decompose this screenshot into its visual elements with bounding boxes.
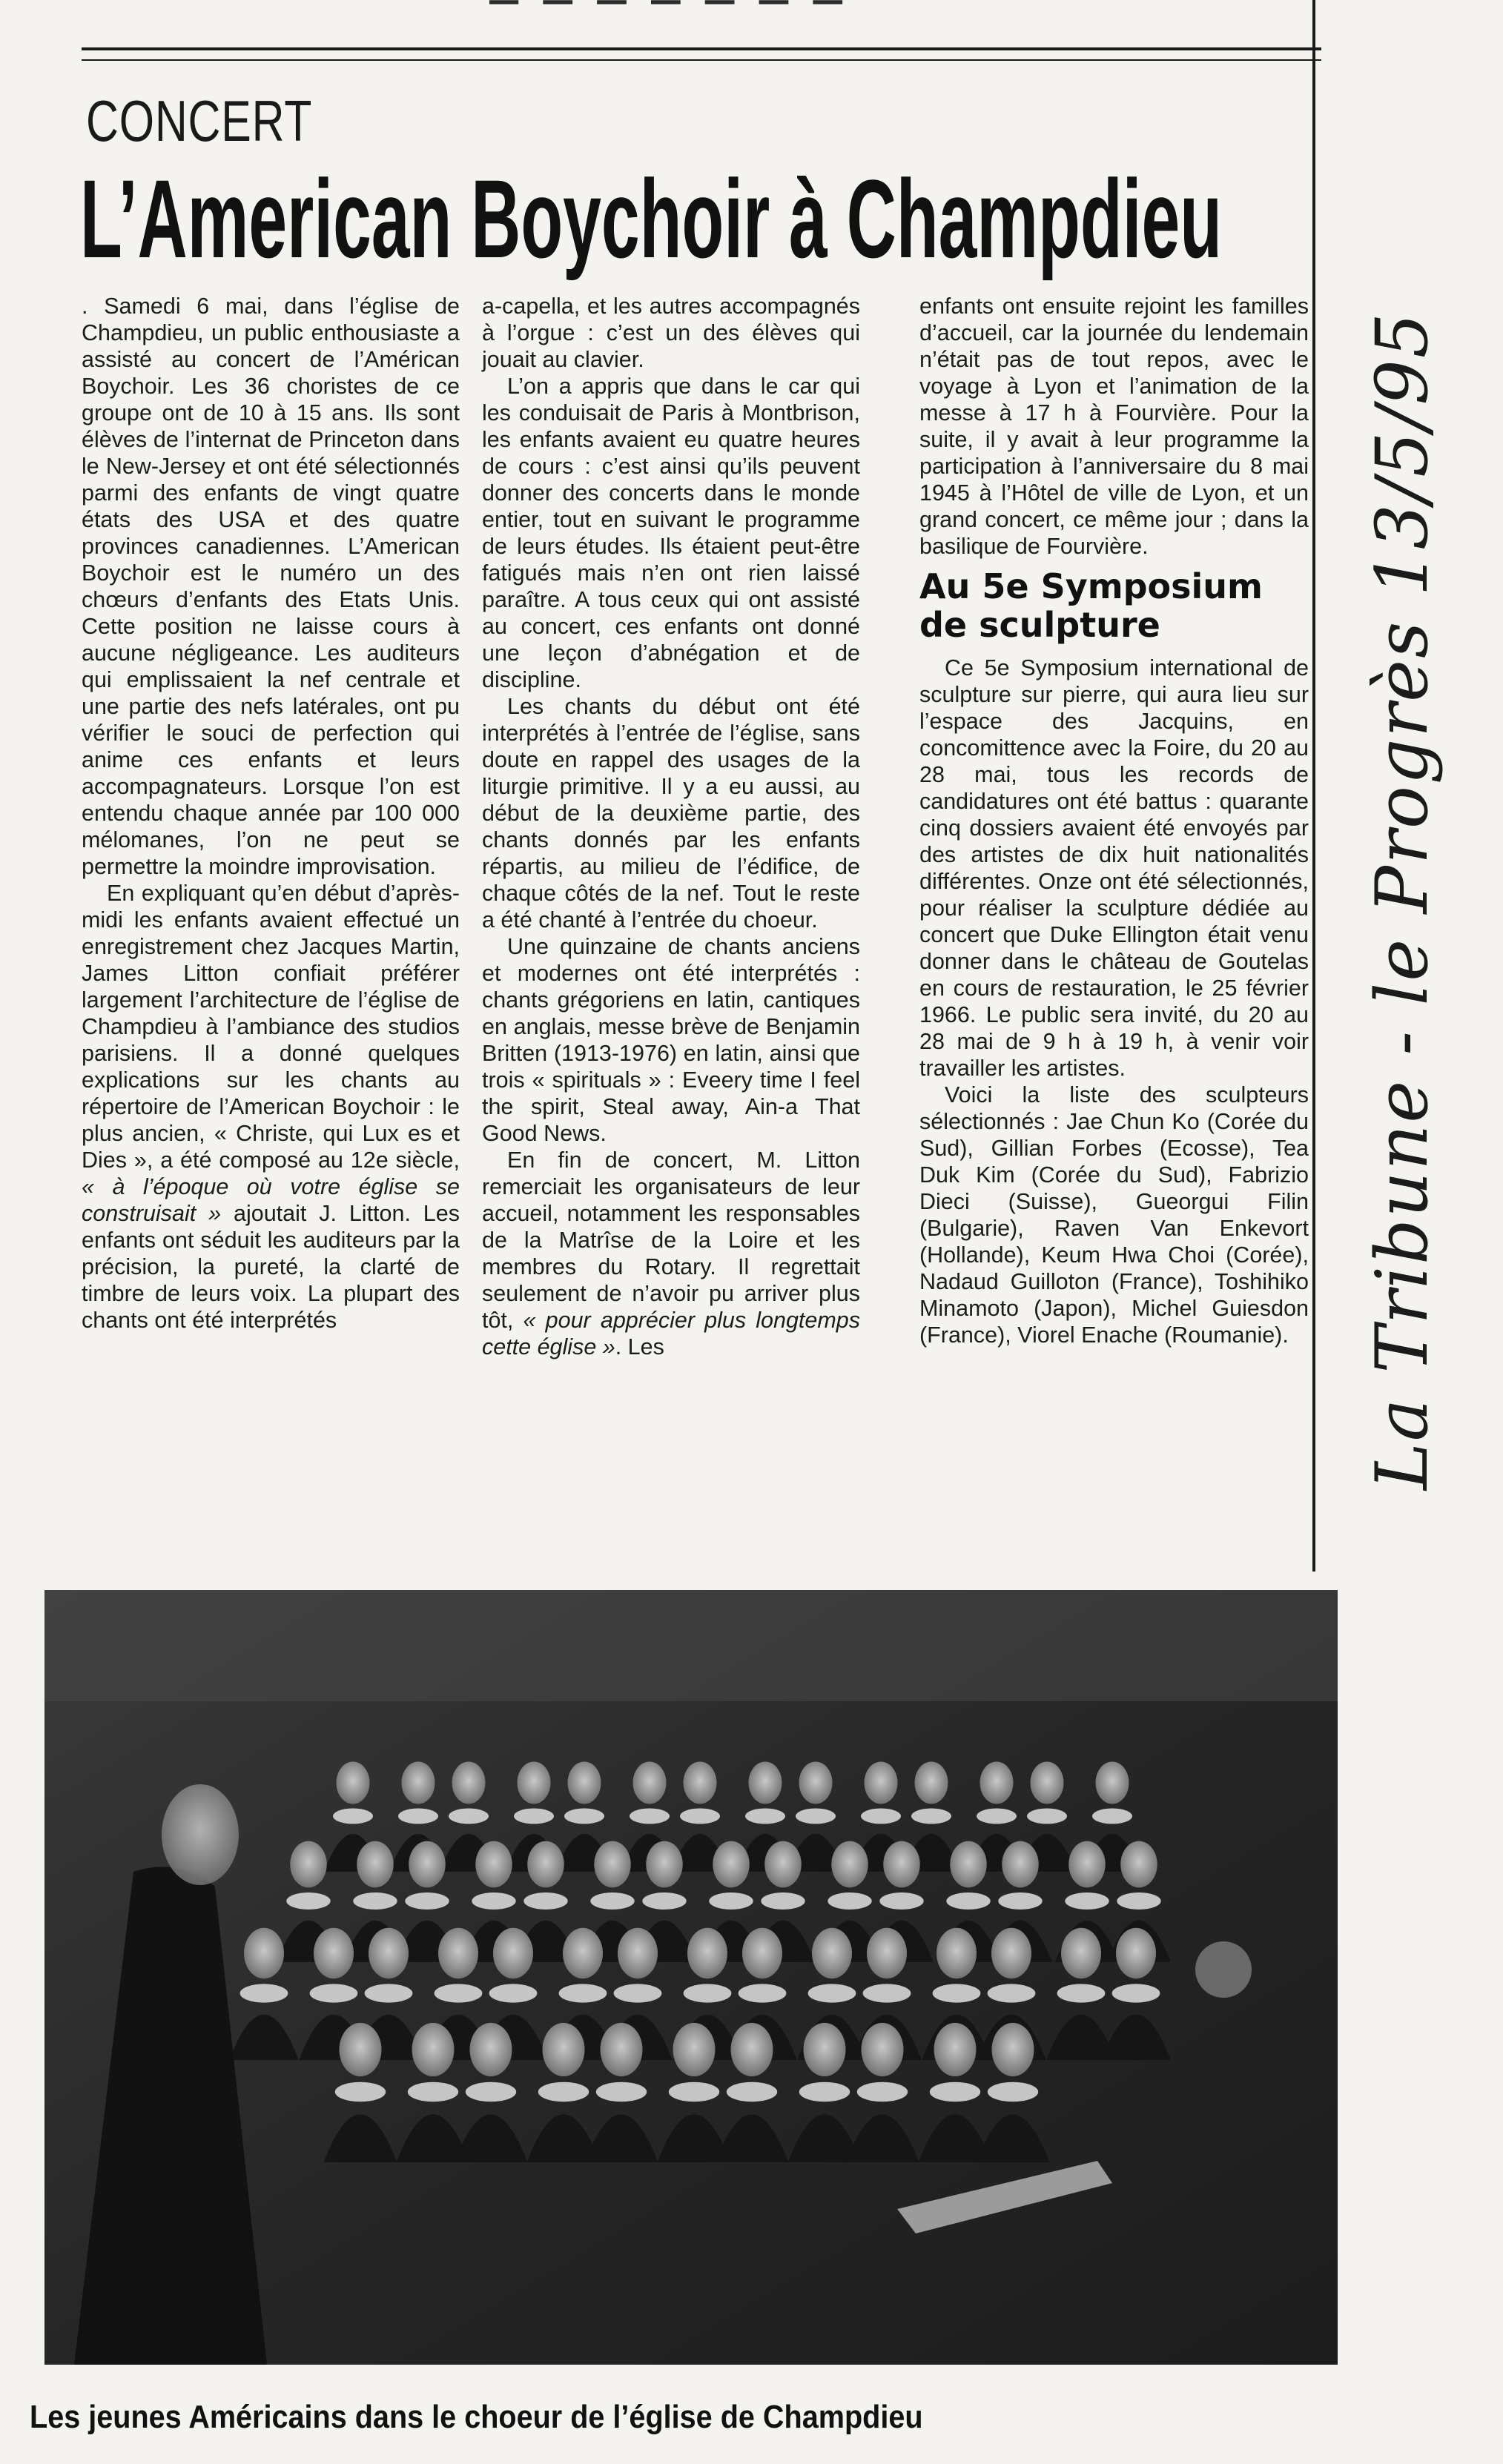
chorister-collar <box>863 1984 911 2002</box>
chorister-face <box>1068 1841 1106 1888</box>
chorister-collar <box>1027 1809 1067 1824</box>
chorister-face <box>646 1841 683 1888</box>
chorister-face <box>290 1841 327 1888</box>
chorister-collar <box>1112 1984 1160 2002</box>
paragraph <box>82 880 460 1334</box>
article-kicker: CONCERT <box>86 88 313 153</box>
chorister-face <box>749 1762 782 1804</box>
chorister-face <box>950 1841 987 1888</box>
header-rule-thin <box>82 59 1321 61</box>
chorister-face <box>687 1928 727 1978</box>
chorister-collar <box>739 1984 787 2002</box>
chorister-collar <box>879 1892 923 1910</box>
chorister-collar <box>1092 1809 1132 1824</box>
chorister-collar <box>489 1984 538 2002</box>
chorister-face <box>991 1928 1031 1978</box>
chorister-collar <box>933 1984 981 2002</box>
chorister-collar <box>998 1892 1042 1910</box>
chorister-face <box>883 1841 920 1888</box>
chorister-collar <box>1065 1892 1109 1910</box>
chorister-face <box>244 1928 284 1978</box>
chorister-face <box>438 1928 478 1978</box>
chorister-face <box>934 2023 977 2076</box>
chorister-face <box>601 2023 643 2076</box>
chorister-collar <box>727 2082 777 2102</box>
chorister-collar <box>988 1984 1036 2002</box>
chorister-face <box>1096 1762 1129 1804</box>
paragraph: Ce 5e Symposium international de sculpture sur pierre, qui aura lieu sur l’espace des Jacquins, en concomittence avec la Foire, du 20 au 28 mai, tous les records de candidatures ont été battus : quarante cinq dossiers avaient été envoyés par des artistes de dix huit nationalités différentes. Onze ont été sélectionnés, pour réaliser la sculpture dédiée au concert que Duke Ellington était venu donner dans le château de Goutelas en cours de restauration, le 25 février 1966. Le public sera invité, du 20 au 28 mai de 9 h à 19 h, à venir voir travailler les artistes. <box>919 655 1309 1081</box>
chorister-collar <box>808 1984 856 2002</box>
chorister-face <box>764 1841 802 1888</box>
chorister-collar <box>449 1809 489 1824</box>
chorister-collar <box>538 2082 589 2102</box>
chorister-face <box>915 1762 948 1804</box>
chorister-face <box>568 1762 601 1804</box>
chorister-collar <box>684 1984 732 2002</box>
chorister-collar <box>930 2082 980 2102</box>
chorister-face <box>673 2023 716 2076</box>
chorister-face <box>742 1928 782 1978</box>
chorister-face <box>731 2023 773 2076</box>
chorister-collar <box>435 1984 483 2002</box>
chorister-face <box>799 1762 833 1804</box>
chorister-collar <box>799 2082 850 2102</box>
handwritten-source-note: La Tribune - le Progrès 13/5/95 <box>1361 311 1444 1490</box>
chorister-collar <box>745 1809 785 1824</box>
paragraph-text: En expliquant qu’en début d’après-midi les enfants avaient effectué un enregistrement chez Jacques Martin, James Litton confiait préférer largement l’architecture de l’église de Champdieu à l’ambiance des studios parisiens. Il a donné quelques explications sur les chants au répertoire de l’American Boychoir : le plus ancien, « Christe, qui Lux es et Dies », a été composé au 12e siècle, <box>82 881 460 1173</box>
article-column-1 <box>82 293 460 1334</box>
chorister-collar <box>564 1809 604 1824</box>
chorister-collar <box>353 1892 397 1910</box>
paragraph: Voici la liste des sculpteurs sélectionnés : Jae Chun Ko (Corée du Sud), Gillian Forbes (Ecosse), Tea Duk Kim (Corée du Sud), Fabrizio Dieci (Suisse), Gueorgui Filin (Bulgarie), Raven Van Enkevort (Hollande), Keum Hwa Choi (Corée), Nadaud Guilloton (France), Toshihiko Minamoto (Japon), Michel Guiesdon (France), Viorel Enache (Roumanie). <box>919 1082 1309 1348</box>
paragraph: L’on a appris que dans le car qui les conduisait de Paris à Montbrison, les enfants avaient eu quatre heures de cours : c’est ainsi qu’ils peuvent donner des concerts dans le monde entier, tout en suivant le programme de leurs études. Ils étaient peut-être fatigués mais n’en ont rien laissé paraître. A tous ceux qui ont assisté au concert, ces enfants ont donné une leçon d’abnégation et de discipline. <box>482 374 860 692</box>
chorister-collar <box>857 2082 908 2102</box>
chorister-collar <box>365 1984 413 2002</box>
chorister-face <box>402 1762 435 1804</box>
chorister-face <box>337 1762 370 1804</box>
quote: « pour apprécier plus longtemps cette église » <box>482 1308 860 1359</box>
paragraph: Les chants du début ont été interprétés à l’entrée de l’église, sans doute en rappel des usages de la liturgie primitive. Il y a eu aussi, au début de la deuxième partie, des chants donnés par les enfants répartis, au milieu de l’édifice, de chaque côtés de la nef. Tout le reste a été chanté à l’entrée du choeur. <box>482 694 860 933</box>
chorister-face <box>1116 1928 1156 1978</box>
chorister-collar <box>408 2082 458 2102</box>
chorister-collar <box>669 2082 719 2102</box>
chorister-collar <box>514 1809 554 1824</box>
chorister-face <box>340 2023 382 2076</box>
chorister-collar <box>988 2082 1038 2102</box>
chorister-collar <box>286 1892 330 1910</box>
chorister-collar <box>680 1809 720 1824</box>
paragraph: a-capella, et les autres accompagnés à l’orgue : c’est un des élèves qui jouait au clavier. <box>482 294 860 372</box>
chorister-collar <box>333 1809 373 1824</box>
column-border <box>1312 0 1315 1572</box>
chorister-face <box>563 1928 603 1978</box>
chorister-collar <box>911 1809 951 1824</box>
chorister-collar <box>596 2082 647 2102</box>
chorister-face <box>314 1928 354 1978</box>
chorister-collar <box>761 1892 805 1910</box>
chorister-face <box>633 1762 667 1804</box>
chorister-collar <box>614 1984 662 2002</box>
chorister-face <box>812 1928 852 1978</box>
paragraph: . Samedi 6 mai, dans l’église de Champdieu, un public enthousiaste a assisté au concert de l’Américan Boychoir. Les 36 choristes de ce groupe ont de 10 à 15 ans. Ils sont élèves de l’internat de Princeton dans le New-Jersey et ont été sélectionnés parmi des enfants de vingt quatre états des USA et des quatre provinces canadiennes. L’American Boychoir est le numéro un des chœurs d’enfants des Etats Unis. Cette position ne laisse cours à aucune négligeance. Les auditeurs qui emplissaient la nef centrale et une partie des nefs latérales, ont pu vérifier le souci de perfection qui anime ces enfants et leurs accompagnateurs. Lorsque l’on est entendu chaque année par 100 000 mélomanes, l’on ne peut se permettre la moindre improvisation. <box>82 294 460 879</box>
chorister-face <box>412 2023 455 2076</box>
paragraph-text: ajoutait J. Litton. Les enfants ont séduit les auditeurs par la précision, la pureté, la clarté de timbre de leurs voix. La plupart des chants ont été interprétés <box>82 1201 460 1333</box>
chorister-face <box>992 2023 1034 2076</box>
chorister-collar <box>630 1809 670 1824</box>
chorister-face <box>409 1841 446 1888</box>
paragraph: Une quinzaine de chants anciens et modernes ont été interprétés : chants grégoriens en latin, cantiques en anglais, messe brève de Benjamin Britten (1913-1976) en latin, ainsi que trois « spirituals » : Eveery time I feel the spirit, Steal away, Ain-a That Good News. <box>482 934 860 1146</box>
chorister-face <box>1002 1841 1039 1888</box>
chorister-collar <box>1117 1892 1160 1910</box>
chorister-face <box>1031 1762 1064 1804</box>
paragraph-text: En fin de concert, M. Litton remerciait les organisateurs de leur accueil, notamment les responsables de la Matrîse de la Loire et les membres du Rotary. Il regrettait seulement de n’avoir pu arriver plus tôt, <box>482 1147 860 1333</box>
chorister-collar <box>977 1809 1017 1824</box>
chorister-face <box>937 1928 977 1978</box>
chorister-face <box>357 1841 394 1888</box>
chorister-collar <box>559 1984 607 2002</box>
photo-caption: Les jeunes Américains dans le choeur de l’église de Champdieu <box>30 2399 923 2435</box>
article-headline: L’American Boychoir à Champdieu <box>80 156 1223 281</box>
masthead-fragment: ─ ─ ─ ─ ─ ─ ─ <box>489 0 847 30</box>
chorister-face <box>527 1841 564 1888</box>
article-column-2 <box>482 293 860 1360</box>
paragraph-text: . Les <box>615 1334 664 1359</box>
chorister-face <box>713 1841 750 1888</box>
chorister-collar <box>828 1892 871 1910</box>
chorister-face <box>1061 1928 1101 1978</box>
chorister-collar <box>642 1892 686 1910</box>
chorister-collar <box>523 1892 567 1910</box>
article-column-3 <box>919 293 1309 1348</box>
chorister-collar <box>861 1809 901 1824</box>
chorister-face <box>493 1928 533 1978</box>
section-subheading: Au 5e Symposium de sculpture <box>919 566 1263 645</box>
chorister-face <box>862 2023 904 2076</box>
chorister-face <box>867 1928 907 1978</box>
chorister-face <box>452 1762 486 1804</box>
chorister-face <box>475 1841 512 1888</box>
paragraph: enfants ont ensuite rejoint les familles d’accueil, car la journée du lendemain n’était pas de tout repos, avec le voyage à Lyon et l’animation de la messe à 17 h à Fourvière. Pour la suite, il y avait à leur programme la participation à l’anniversaire du 8 mai 1945 à l’Hôtel de ville de Lyon, et un grand concert, ce même jour ; dans la basilique de Fourvière. <box>919 294 1309 559</box>
chorister-face <box>618 1928 658 1978</box>
quote: « à l’époque où votre église se construisait » <box>82 1174 460 1226</box>
chorister-collar <box>405 1892 449 1910</box>
chorister-face <box>980 1762 1014 1804</box>
chorister-collar <box>590 1892 634 1910</box>
chorister-face <box>543 2023 585 2076</box>
chorister-collar <box>466 2082 516 2102</box>
paragraph <box>482 1147 860 1360</box>
chorister-face <box>594 1841 631 1888</box>
choir-photo <box>44 1590 1338 2365</box>
chorister-face <box>865 1762 898 1804</box>
chorister-collar <box>709 1892 753 1910</box>
chorister-collar <box>335 2082 386 2102</box>
chorister-face <box>518 1762 551 1804</box>
chorister-face <box>831 1841 868 1888</box>
header-rule <box>82 47 1321 50</box>
chorister-collar <box>796 1809 836 1824</box>
chorister-face <box>470 2023 512 2076</box>
chorister-collar <box>240 1984 288 2002</box>
chorister-collar <box>310 1984 358 2002</box>
chorister-collar <box>1057 1984 1106 2002</box>
chorister-face <box>369 1928 409 1978</box>
chorister-face <box>684 1762 717 1804</box>
chorister-collar <box>472 1892 515 1910</box>
choir-photo-image <box>44 1590 1338 2365</box>
chorister-collar <box>398 1809 438 1824</box>
chorister-face <box>804 2023 846 2076</box>
chorister-collar <box>946 1892 990 1910</box>
chorister-face <box>1120 1841 1157 1888</box>
